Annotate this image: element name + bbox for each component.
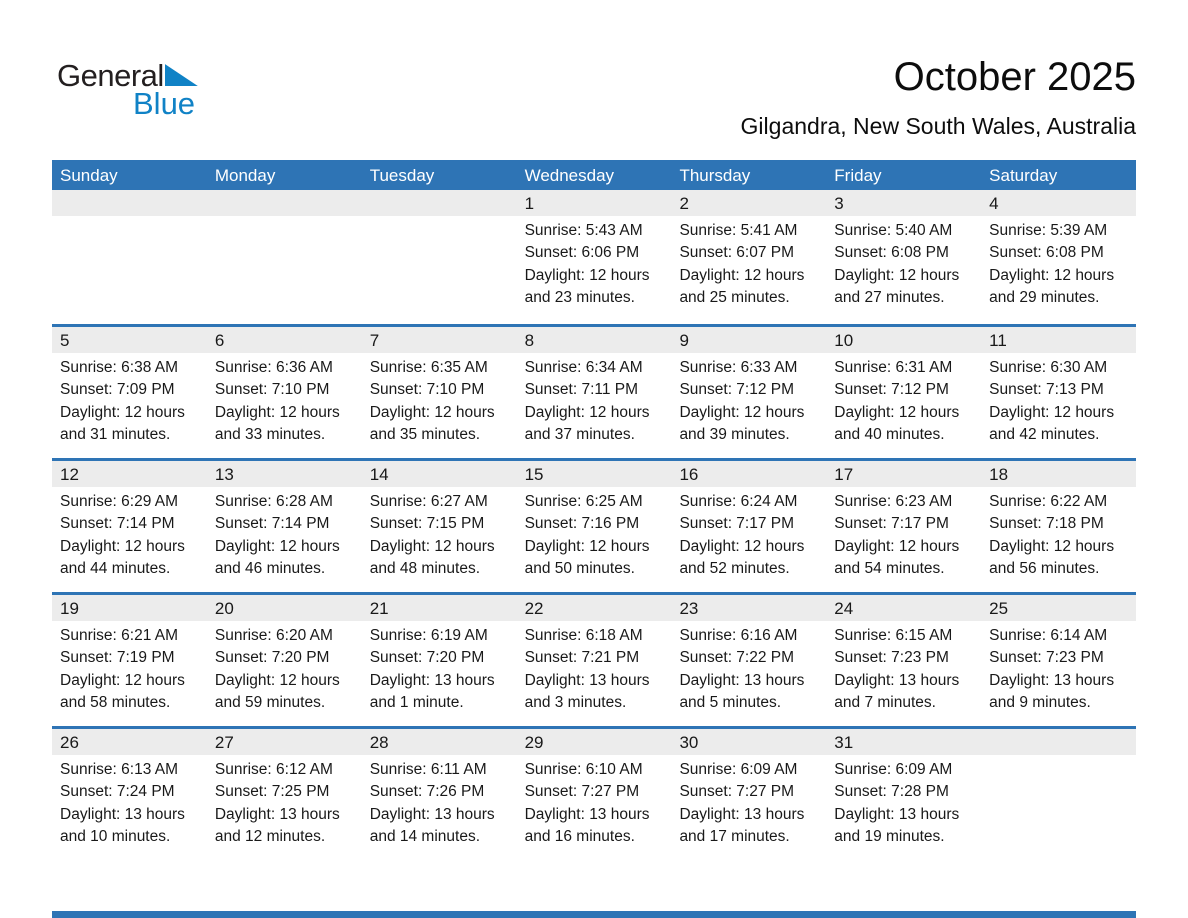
- sunset-text: Sunset: 6:08 PM: [989, 244, 1104, 262]
- day-cell-4: [981, 190, 1136, 324]
- day-details: [517, 755, 672, 849]
- daylight-text: Daylight: 12 hours and 42 minutes.: [989, 403, 1115, 444]
- calendar-weeks: [52, 190, 1136, 860]
- day-number-band: [207, 729, 362, 755]
- sunrise-text: Sunrise: 6:22 AM: [989, 493, 1108, 510]
- day-details: [207, 755, 362, 849]
- day-cell-14: [362, 461, 517, 592]
- daylight-text: Daylight: 13 hours and 9 minutes.: [989, 671, 1115, 712]
- day-number: 19: [60, 599, 79, 618]
- day-number-band: [362, 190, 517, 216]
- sunrise-text: Sunrise: 6:28 AM: [214, 493, 333, 510]
- sunrise-text: Sunrise: 6:11 AM: [369, 761, 487, 778]
- day-details: [362, 353, 517, 447]
- sunset-text: Sunset: 7:18 PM: [989, 515, 1104, 533]
- day-number-band: [207, 190, 362, 216]
- sunset-text: Sunset: 7:26 PM: [369, 783, 485, 801]
- sunrise-text: Sunrise: 5:40 AM: [834, 222, 953, 239]
- sunrise-text: Sunrise: 6:15 AM: [834, 627, 953, 644]
- day-details: [362, 755, 517, 849]
- day-cell-24: [826, 595, 981, 726]
- day-details: [671, 216, 826, 310]
- sunset-text: Sunset: 7:11 PM: [524, 381, 639, 399]
- sunrise-text: Sunrise: 6:16 AM: [679, 627, 798, 644]
- daylight-text: Daylight: 12 hours and 54 minutes.: [834, 537, 960, 578]
- sunrise-text: Sunrise: 6:23 AM: [834, 493, 953, 510]
- sunrise-text: Sunrise: 5:39 AM: [989, 222, 1108, 239]
- day-number: 22: [524, 599, 544, 618]
- day-number: 11: [989, 331, 1007, 350]
- sunset-text: Sunset: 7:28 PM: [834, 783, 949, 801]
- day-number: 2: [679, 194, 689, 213]
- daylight-text: Daylight: 12 hours and 37 minutes.: [524, 403, 650, 444]
- sunset-text: Sunset: 6:06 PM: [524, 244, 640, 262]
- day-number-band: [362, 595, 517, 621]
- day-number-band: [981, 729, 1136, 755]
- day-details: [52, 353, 207, 447]
- sunrise-text: Sunrise: 6:21 AM: [60, 627, 179, 644]
- day-details: [671, 755, 826, 849]
- sunset-text: Sunset: 7:13 PM: [989, 381, 1104, 399]
- day-cell-15: [517, 461, 672, 592]
- logo-text-blue: Blue: [133, 86, 196, 121]
- weekday-saturday: Saturday: [989, 166, 1058, 185]
- daylight-text: Daylight: 12 hours and 33 minutes.: [214, 403, 340, 444]
- daylight-text: Daylight: 13 hours and 1 minute.: [369, 671, 495, 712]
- week-row: [52, 458, 1136, 592]
- sunset-text: Sunset: 7:17 PM: [834, 515, 949, 533]
- day-cell-21: [362, 595, 517, 726]
- sunrise-text: Sunrise: 6:20 AM: [214, 627, 333, 644]
- daylight-text: Daylight: 12 hours and 35 minutes.: [369, 403, 495, 444]
- logo-triangle-icon: [165, 64, 198, 86]
- day-cell-23: [671, 595, 826, 726]
- day-details: [207, 621, 362, 715]
- day-details: [52, 487, 207, 581]
- day-number-band: [671, 595, 826, 621]
- sunset-text: Sunset: 7:27 PM: [524, 783, 640, 801]
- sunset-text: Sunset: 7:25 PM: [214, 783, 330, 801]
- sunset-text: Sunset: 7:14 PM: [60, 515, 175, 533]
- day-number-band: [362, 461, 517, 487]
- daylight-text: Daylight: 12 hours and 27 minutes.: [834, 266, 960, 307]
- sunset-text: Sunset: 7:16 PM: [524, 515, 640, 533]
- day-details: [826, 621, 981, 715]
- sunset-text: Sunset: 7:12 PM: [679, 381, 795, 399]
- day-number: 24: [834, 599, 854, 618]
- day-details: [671, 487, 826, 581]
- day-cell-5: [52, 327, 207, 458]
- day-number: 30: [679, 733, 699, 752]
- sunrise-text: Sunrise: 6:14 AM: [989, 627, 1108, 644]
- day-number-band: [517, 595, 672, 621]
- day-number-band: [981, 327, 1136, 353]
- day-number: 12: [60, 465, 79, 484]
- daylight-text: Daylight: 13 hours and 3 minutes.: [524, 671, 650, 712]
- sunrise-text: Sunrise: 6:36 AM: [214, 359, 333, 376]
- day-cell-7: [362, 327, 517, 458]
- day-number: 20: [214, 599, 234, 618]
- day-details: [207, 353, 362, 447]
- day-number-band: [671, 190, 826, 216]
- day-number-band: [826, 461, 981, 487]
- sunset-text: Sunset: 7:21 PM: [524, 649, 640, 667]
- day-number-band: [517, 729, 672, 755]
- daylight-text: Daylight: 12 hours and 46 minutes.: [214, 537, 340, 578]
- sunset-text: Sunset: 7:14 PM: [214, 515, 330, 533]
- sunrise-text: Sunrise: 6:10 AM: [524, 761, 643, 778]
- day-details: [362, 621, 517, 715]
- day-cell-8: [517, 327, 672, 458]
- daylight-text: Daylight: 13 hours and 7 minutes.: [834, 671, 960, 712]
- sunrise-text: Sunrise: 6:27 AM: [369, 493, 488, 510]
- day-number-band: [362, 729, 517, 755]
- sunset-text: Sunset: 7:12 PM: [834, 381, 949, 399]
- sunset-text: Sunset: 7:20 PM: [214, 649, 330, 667]
- daylight-text: Daylight: 13 hours and 19 minutes.: [834, 805, 960, 846]
- sunset-text: Sunset: 7:10 PM: [214, 381, 330, 399]
- daylight-text: Daylight: 12 hours and 23 minutes.: [524, 266, 650, 307]
- daylight-text: Daylight: 13 hours and 14 minutes.: [369, 805, 495, 846]
- sunset-text: Sunset: 7:20 PM: [369, 649, 485, 667]
- sunset-text: Sunset: 7:22 PM: [679, 649, 795, 667]
- weekday-thursday: Thursday: [679, 166, 751, 185]
- day-number-band: [207, 327, 362, 353]
- day-cell-6: [207, 327, 362, 458]
- day-number-band: [826, 729, 981, 755]
- day-number: 25: [989, 599, 1009, 618]
- day-number-band: [362, 327, 517, 353]
- day-number: 29: [524, 733, 544, 752]
- daylight-text: Daylight: 13 hours and 17 minutes.: [679, 805, 805, 846]
- sunrise-text: Sunrise: 6:38 AM: [60, 359, 179, 376]
- day-number-band: [52, 461, 207, 487]
- day-number: 23: [679, 599, 699, 618]
- day-number: 6: [214, 331, 225, 350]
- sunrise-text: Sunrise: 6:12 AM: [214, 761, 333, 778]
- day-number-band: [671, 729, 826, 755]
- daylight-text: Daylight: 12 hours and 44 minutes.: [60, 537, 185, 578]
- day-number-band: [52, 190, 207, 216]
- day-cell-9: [671, 327, 826, 458]
- day-number-band: [52, 729, 207, 755]
- day-number: 3: [834, 194, 844, 213]
- bottom-accent-bar: [52, 911, 1136, 918]
- day-number: 16: [679, 465, 699, 484]
- day-cell-empty: [207, 190, 362, 324]
- day-number: 17: [834, 465, 854, 484]
- day-details: [671, 353, 826, 447]
- day-details: [981, 487, 1136, 581]
- daylight-text: Daylight: 12 hours and 39 minutes.: [679, 403, 805, 444]
- day-cell-13: [207, 461, 362, 592]
- sunrise-text: Sunrise: 6:09 AM: [834, 761, 953, 778]
- sunset-text: Sunset: 7:27 PM: [679, 783, 795, 801]
- day-number-band: [826, 595, 981, 621]
- day-details: [981, 353, 1136, 447]
- sunrise-text: Sunrise: 6:34 AM: [524, 359, 643, 376]
- day-cell-17: [826, 461, 981, 592]
- daylight-text: Daylight: 12 hours and 48 minutes.: [369, 537, 495, 578]
- sunset-text: Sunset: 7:23 PM: [989, 649, 1104, 667]
- daylight-text: Daylight: 13 hours and 5 minutes.: [679, 671, 805, 712]
- daylight-text: Daylight: 12 hours and 58 minutes.: [60, 671, 185, 712]
- day-number-band: [826, 327, 981, 353]
- day-number: 15: [524, 465, 544, 484]
- weekday-wednesday: Wednesday: [524, 166, 615, 185]
- day-number-band: [517, 461, 672, 487]
- sunset-text: Sunset: 6:08 PM: [834, 244, 949, 262]
- day-number: 31: [834, 733, 854, 752]
- day-cell-27: [207, 729, 362, 860]
- daylight-text: Daylight: 12 hours and 52 minutes.: [679, 537, 805, 578]
- day-details: [981, 216, 1136, 310]
- day-number: 28: [369, 733, 389, 752]
- sunrise-text: Sunrise: 6:31 AM: [834, 359, 953, 376]
- daylight-text: Daylight: 12 hours and 59 minutes.: [214, 671, 340, 712]
- sunrise-text: Sunrise: 6:18 AM: [524, 627, 643, 644]
- sunset-text: Sunset: 7:24 PM: [60, 783, 175, 801]
- day-number-band: [517, 327, 672, 353]
- weekday-friday: Friday: [834, 166, 882, 185]
- day-cell-30: [671, 729, 826, 860]
- week-row: [52, 726, 1136, 860]
- daylight-text: Daylight: 12 hours and 25 minutes.: [679, 266, 805, 307]
- day-cell-3: [826, 190, 981, 324]
- logo-text-general: General: [57, 58, 164, 93]
- page-title: October 2025: [893, 55, 1136, 99]
- day-cell-22: [517, 595, 672, 726]
- day-cell-empty: [362, 190, 517, 324]
- day-details: [826, 216, 981, 310]
- sunset-text: Sunset: 7:19 PM: [60, 649, 175, 667]
- day-cell-16: [671, 461, 826, 592]
- day-number-band: [52, 595, 207, 621]
- sunset-text: Sunset: 7:23 PM: [834, 649, 949, 667]
- sunrise-text: Sunrise: 6:30 AM: [989, 359, 1108, 376]
- sunrise-text: Sunrise: 6:29 AM: [60, 493, 179, 510]
- sunrise-text: Sunrise: 5:43 AM: [524, 222, 643, 239]
- day-number: 1: [524, 194, 535, 213]
- day-number-band: [517, 190, 672, 216]
- day-details: [362, 487, 517, 581]
- sunset-text: Sunset: 7:17 PM: [679, 515, 795, 533]
- weekday-sunday: Sunday: [60, 166, 118, 185]
- title-block: [741, 54, 1136, 140]
- daylight-text: Daylight: 12 hours and 56 minutes.: [989, 537, 1115, 578]
- day-details: [517, 353, 672, 447]
- day-cell-28: [362, 729, 517, 860]
- sunrise-text: Sunrise: 6:24 AM: [679, 493, 798, 510]
- day-details: [52, 755, 207, 849]
- day-number: 13: [214, 465, 234, 484]
- day-number-band: [981, 595, 1136, 621]
- day-cell-18: [981, 461, 1136, 592]
- day-cell-31: [826, 729, 981, 860]
- day-number: 8: [524, 331, 535, 350]
- day-details: [826, 755, 981, 849]
- daylight-text: Daylight: 12 hours and 31 minutes.: [60, 403, 185, 444]
- day-number-band: [207, 595, 362, 621]
- day-number: 7: [369, 331, 380, 350]
- weekday-header-row: [52, 160, 1136, 190]
- sunrise-text: Sunrise: 6:33 AM: [679, 359, 798, 376]
- sunset-text: Sunset: 7:15 PM: [369, 515, 485, 533]
- sunset-text: Sunset: 6:07 PM: [679, 244, 795, 262]
- day-cell-29: [517, 729, 672, 860]
- daylight-text: Daylight: 12 hours and 29 minutes.: [989, 266, 1115, 307]
- day-details: [517, 487, 672, 581]
- daylight-text: Daylight: 12 hours and 50 minutes.: [524, 537, 650, 578]
- week-row: [52, 324, 1136, 458]
- sunrise-text: Sunrise: 6:19 AM: [369, 627, 488, 644]
- day-cell-12: [52, 461, 207, 592]
- daylight-text: Daylight: 13 hours and 16 minutes.: [524, 805, 650, 846]
- daylight-text: Daylight: 12 hours and 40 minutes.: [834, 403, 960, 444]
- day-cell-10: [826, 327, 981, 458]
- day-details: [671, 621, 826, 715]
- day-details: [517, 216, 672, 310]
- day-number: 14: [369, 465, 389, 484]
- day-details: [826, 353, 981, 447]
- day-cell-20: [207, 595, 362, 726]
- day-cell-empty: [981, 729, 1136, 860]
- day-number: 9: [679, 331, 689, 350]
- day-number-band: [981, 461, 1136, 487]
- general-blue-logo: [57, 60, 198, 119]
- sunrise-text: Sunrise: 6:25 AM: [524, 493, 643, 510]
- day-number-band: [52, 327, 207, 353]
- day-details: [52, 621, 207, 715]
- day-number-band: [207, 461, 362, 487]
- day-cell-25: [981, 595, 1136, 726]
- day-cell-empty: [52, 190, 207, 324]
- weekday-tuesday: Tuesday: [369, 166, 435, 185]
- sunrise-text: Sunrise: 6:13 AM: [60, 761, 179, 778]
- day-number: 21: [369, 599, 389, 618]
- day-cell-11: [981, 327, 1136, 458]
- day-number: 26: [60, 733, 79, 752]
- day-details: [517, 621, 672, 715]
- day-details: [207, 487, 362, 581]
- sunset-text: Sunset: 7:09 PM: [60, 381, 175, 399]
- day-number-band: [826, 190, 981, 216]
- weekday-monday: Monday: [214, 166, 276, 185]
- page-subtitle: Gilgandra, New South Wales, Australia: [740, 113, 1136, 139]
- day-number: 10: [834, 331, 854, 350]
- day-number-band: [671, 327, 826, 353]
- daylight-text: Daylight: 13 hours and 10 minutes.: [60, 805, 185, 846]
- day-cell-19: [52, 595, 207, 726]
- daylight-text: Daylight: 13 hours and 12 minutes.: [214, 805, 340, 846]
- day-cell-2: [671, 190, 826, 324]
- day-number: 5: [60, 331, 70, 350]
- day-details: [981, 621, 1136, 715]
- day-number-band: [981, 190, 1136, 216]
- sunset-text: Sunset: 7:10 PM: [369, 381, 485, 399]
- day-cell-26: [52, 729, 207, 860]
- week-row: [52, 190, 1136, 324]
- day-number: 27: [214, 733, 234, 752]
- calendar-table: [52, 160, 1136, 860]
- week-row: [52, 592, 1136, 726]
- day-number-band: [671, 461, 826, 487]
- sunrise-text: Sunrise: 6:35 AM: [369, 359, 488, 376]
- day-details: [826, 487, 981, 581]
- day-number: 18: [989, 465, 1009, 484]
- day-cell-1: [517, 190, 672, 324]
- day-number: 4: [989, 194, 999, 213]
- sunrise-text: Sunrise: 5:41 AM: [679, 222, 798, 239]
- sunrise-text: Sunrise: 6:09 AM: [679, 761, 798, 778]
